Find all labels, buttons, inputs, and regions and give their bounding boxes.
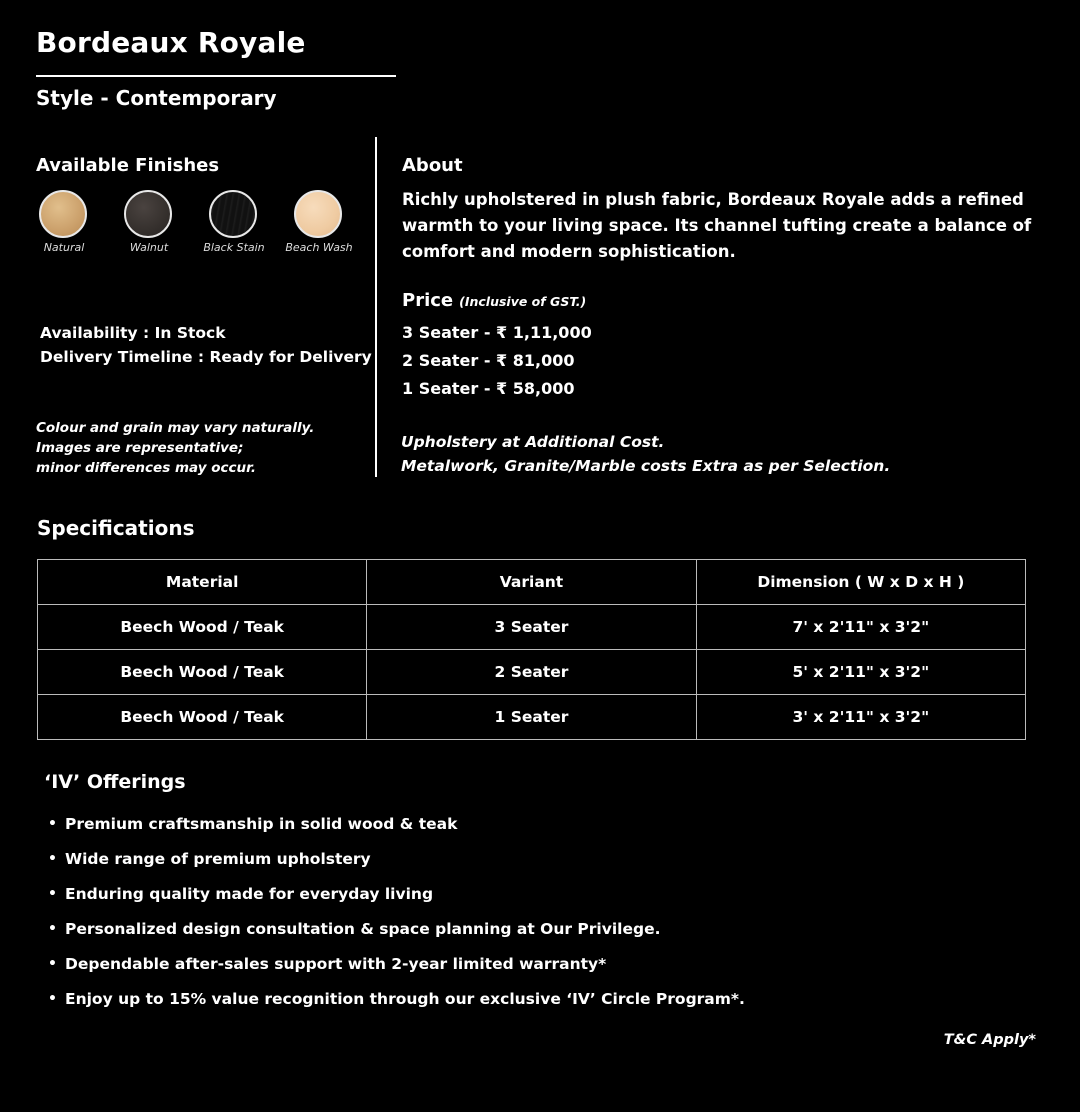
availability-block: [40, 321, 372, 369]
cell-material: Beech Wood / Teak: [38, 650, 367, 695]
bullet-icon: •: [48, 851, 57, 867]
offering-text: Dependable after-sales support with 2-year limited warranty*: [65, 955, 607, 973]
list-item: [44, 813, 745, 848]
list-item: [44, 988, 745, 1023]
price-gst-note: (Inclusive of GST.): [459, 294, 587, 309]
availability-status: Availability : In Stock: [40, 324, 226, 342]
table-row: [38, 650, 1026, 695]
disclaimer-note: [36, 418, 314, 478]
price-label: Price: [402, 290, 454, 311]
list-item: [44, 848, 745, 883]
cell-material: Beech Wood / Teak: [38, 695, 367, 740]
table-row: [38, 605, 1026, 650]
finish-label-black-stain: Black Stain: [203, 241, 265, 254]
bullet-icon: •: [48, 816, 57, 832]
finish-swatch-natural[interactable]: [39, 190, 87, 238]
finish-label-walnut: Walnut: [129, 241, 169, 254]
list-item: [44, 883, 745, 918]
table-row: [38, 695, 1026, 740]
offering-text: Premium craftsmanship in solid wood & teak: [65, 815, 458, 833]
terms-note: T&C Apply*: [943, 1032, 1036, 1048]
bullet-icon: •: [48, 956, 57, 972]
column-header-material: Material: [38, 560, 367, 605]
offering-text: Enduring quality made for everyday living: [65, 885, 434, 903]
price-line-1-seater: 1 Seater - ₹ 58,000: [402, 379, 575, 398]
finishes-heading: Available Finishes: [36, 155, 220, 176]
extra-cost-note: [401, 430, 890, 478]
extra-cost-line: Metalwork, Granite/Marble costs Extra as per Selection.: [401, 457, 891, 475]
cell-variant: 2 Seater: [367, 650, 696, 695]
offerings-heading: ‘IV’ Offerings: [44, 771, 186, 793]
cell-dimension: 7' x 2'11" x 3'2": [696, 605, 1025, 650]
product-title: Bordeaux Royale: [36, 26, 306, 59]
disclaimer-line: Colour and grain may vary naturally.: [36, 420, 315, 436]
finish-swatch-beach-wash[interactable]: [294, 190, 342, 238]
table-header-row: [38, 560, 1026, 605]
bullet-icon: •: [48, 886, 57, 902]
specifications-table: [37, 559, 1026, 740]
price-list: [402, 319, 592, 403]
cell-dimension: 3' x 2'11" x 3'2": [696, 695, 1025, 740]
cell-dimension: 5' x 2'11" x 3'2": [696, 650, 1025, 695]
disclaimer-line: Images are representative;: [36, 440, 244, 456]
price-heading: [402, 290, 586, 311]
price-line-3-seater: 3 Seater - ₹ 1,11,000: [402, 323, 592, 342]
product-style: Style - Contemporary: [36, 86, 277, 110]
finish-label-natural: Natural: [43, 241, 85, 254]
bullet-icon: •: [48, 991, 57, 1007]
cell-variant: 3 Seater: [367, 605, 696, 650]
offerings-list: [44, 813, 745, 1023]
extra-cost-line: Upholstery at Additional Cost.: [401, 433, 665, 451]
list-item: [44, 953, 745, 988]
finish-swatch-black-stain[interactable]: [209, 190, 257, 238]
column-divider: [375, 137, 377, 477]
price-line-2-seater: 2 Seater - ₹ 81,000: [402, 351, 575, 370]
cell-variant: 1 Seater: [367, 695, 696, 740]
offering-text: Personalized design consultation & space planning at Our Privilege.: [65, 920, 661, 938]
specifications-heading: Specifications: [37, 516, 195, 540]
cell-material: Beech Wood / Teak: [38, 605, 367, 650]
offering-text: Wide range of premium upholstery: [65, 850, 371, 868]
title-underline: [36, 75, 396, 77]
offering-text: Enjoy up to 15% value recognition through our exclusive ‘IV’ Circle Program*.: [65, 990, 745, 1008]
finish-label-beach-wash: Beach Wash: [285, 241, 353, 254]
delivery-timeline: Delivery Timeline : Ready for Delivery: [40, 348, 372, 366]
column-header-dimension: Dimension ( W x D x H ): [696, 560, 1025, 605]
list-item: [44, 918, 745, 953]
bullet-icon: •: [48, 921, 57, 937]
disclaimer-line: minor differences may occur.: [36, 460, 256, 476]
column-header-variant: Variant: [367, 560, 696, 605]
finish-swatch-walnut[interactable]: [124, 190, 172, 238]
about-heading: About: [402, 155, 463, 176]
about-description: Richly upholstered in plush fabric, Bordeaux Royale adds a refined warmth to your living space. Its channel tufting create a balance of comfort and modern sophistication.: [402, 190, 1032, 261]
